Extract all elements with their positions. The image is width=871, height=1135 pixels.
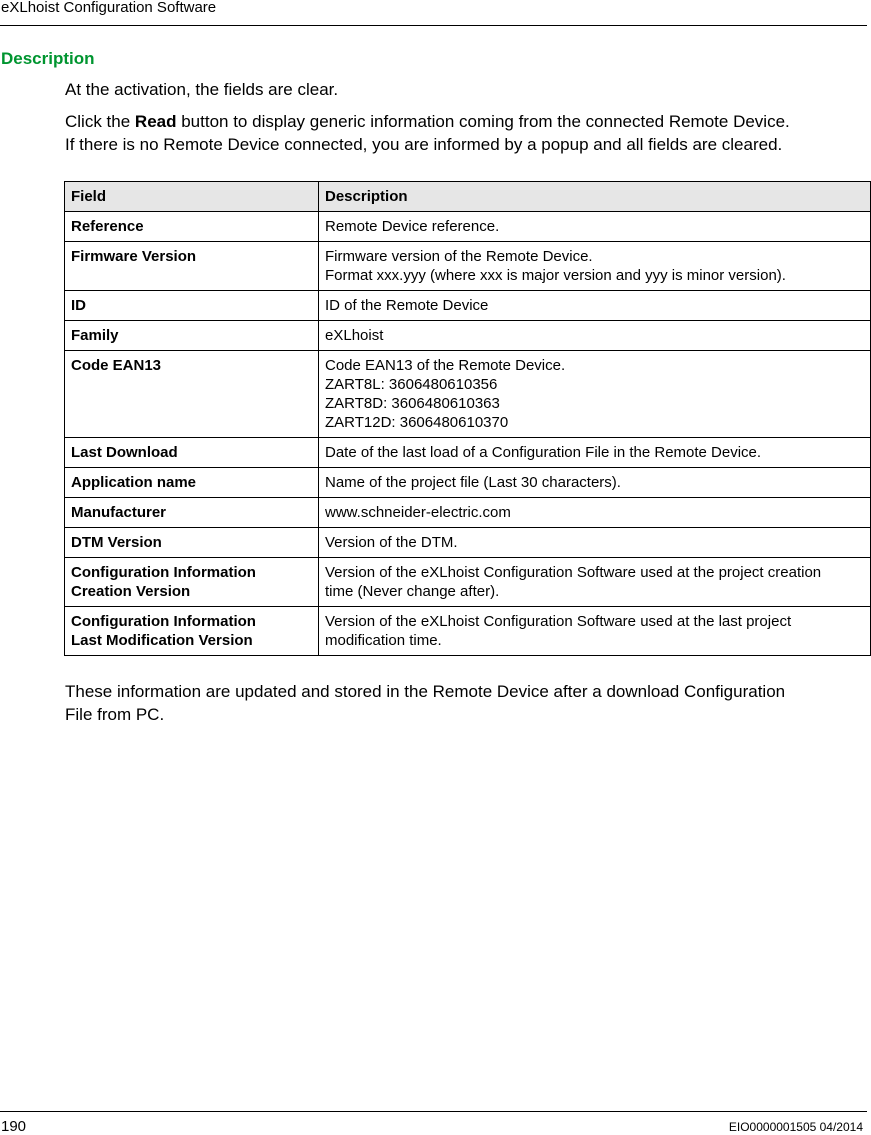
field-description-line: ZART8L: 3606480610356 — [325, 376, 498, 393]
field-description-line: Version of the DTM. — [325, 534, 458, 551]
field-description-line: Date of the last load of a Configuration File in the Remote Device. — [325, 444, 762, 461]
field-name-cell — [65, 438, 319, 468]
table-row — [65, 242, 871, 291]
table-row — [65, 321, 871, 351]
field-description-cell — [319, 291, 871, 321]
closing-line-2: File from PC. — [65, 705, 165, 724]
field-description-line: www.schneider-electric.com — [325, 504, 511, 521]
field-description-line: ZART8D: 3606480610363 — [325, 395, 500, 412]
field-description-line: Version of the eXLhoist Configuration Software used at the project creation — [325, 564, 822, 581]
field-name-line: Firmware Version — [71, 248, 197, 265]
read-button-reference: Read — [134, 112, 177, 131]
field-description-cell — [319, 351, 871, 438]
closing-paragraph — [65, 680, 865, 726]
intro-paragraph-2 — [65, 110, 865, 156]
field-description-cell — [319, 321, 871, 351]
field-name-cell — [65, 291, 319, 321]
field-description-cell — [319, 242, 871, 291]
intro-text-line2: If there is no Remote Device connected, you are informed by a popup and all fields are cleared. — [65, 135, 783, 154]
field-name-cell — [65, 321, 319, 351]
field-name-line: Last Download — [71, 444, 178, 461]
field-description-line: Name of the project file (Last 30 characters). — [325, 474, 621, 491]
field-name-line: Creation Version — [71, 583, 191, 600]
field-description-line: time (Never change after). — [325, 583, 500, 600]
field-description-line: Version of the eXLhoist Configuration Software used at the last project — [325, 613, 792, 630]
field-description-line: Format xxx.yyy (where xxx is major version and yyy is minor version). — [325, 267, 786, 284]
table-row — [65, 607, 871, 656]
table-row — [65, 438, 871, 468]
field-description-line: modification time. — [325, 632, 442, 649]
field-description-cell — [319, 498, 871, 528]
field-name-line: ID — [71, 297, 86, 314]
field-description-cell — [319, 607, 871, 656]
table-row — [65, 212, 871, 242]
field-name-line: Last Modification Version — [71, 632, 253, 649]
intro-text-after: button to display generic information coming from the connected Remote Device. — [176, 112, 790, 131]
field-description-cell — [319, 558, 871, 607]
column-header-description: Description — [319, 182, 871, 212]
field-name-cell — [65, 607, 319, 656]
field-description-line: Firmware version of the Remote Device. — [325, 248, 593, 265]
table-row — [65, 528, 871, 558]
field-name-line: Manufacturer — [71, 504, 167, 521]
field-name-line: DTM Version — [71, 534, 162, 551]
field-description-line: ZART12D: 3606480610370 — [325, 414, 509, 431]
page-number: 190 — [1, 1118, 27, 1135]
table-row — [65, 498, 871, 528]
field-name-cell — [65, 498, 319, 528]
field-name-cell — [65, 242, 319, 291]
field-name-cell — [65, 212, 319, 242]
field-description-cell — [319, 438, 871, 468]
field-name-cell — [65, 351, 319, 438]
field-name-line: Configuration Information — [71, 613, 256, 630]
table-row — [65, 351, 871, 438]
table-row — [65, 558, 871, 607]
running-header: eXLhoist Configuration Software — [1, 0, 217, 16]
field-name-cell — [65, 558, 319, 607]
field-name-cell — [65, 468, 319, 498]
closing-line-1: These information are updated and stored in the Remote Device after a download Configuration — [65, 682, 786, 701]
field-description-line: eXLhoist — [325, 327, 384, 344]
table-row — [65, 468, 871, 498]
document-reference: EIO0000001505 04/2014 — [728, 1120, 863, 1134]
field-description-table — [64, 181, 871, 656]
intro-paragraph-1: At the activation, the fields are clear. — [65, 80, 339, 99]
field-name-cell — [65, 528, 319, 558]
column-header-field: Field — [65, 182, 319, 212]
field-description-cell — [319, 468, 871, 498]
field-description-line: ID of the Remote Device — [325, 297, 489, 314]
header-rule — [0, 25, 867, 26]
section-heading: Description — [1, 49, 95, 68]
table-row — [65, 291, 871, 321]
table-header-row — [65, 182, 871, 212]
field-name-line: Configuration Information — [71, 564, 256, 581]
table-body — [65, 212, 871, 656]
field-description-cell — [319, 212, 871, 242]
field-description-line: Code EAN13 of the Remote Device. — [325, 357, 566, 374]
field-name-line: Code EAN13 — [71, 357, 162, 374]
field-name-line: Application name — [71, 474, 197, 491]
field-description-line: Remote Device reference. — [325, 218, 500, 235]
intro-text-before: Click the — [65, 112, 135, 131]
field-description-cell — [319, 528, 871, 558]
field-name-line: Family — [71, 327, 119, 344]
footer-rule — [0, 1111, 867, 1112]
field-name-line: Reference — [71, 218, 144, 235]
